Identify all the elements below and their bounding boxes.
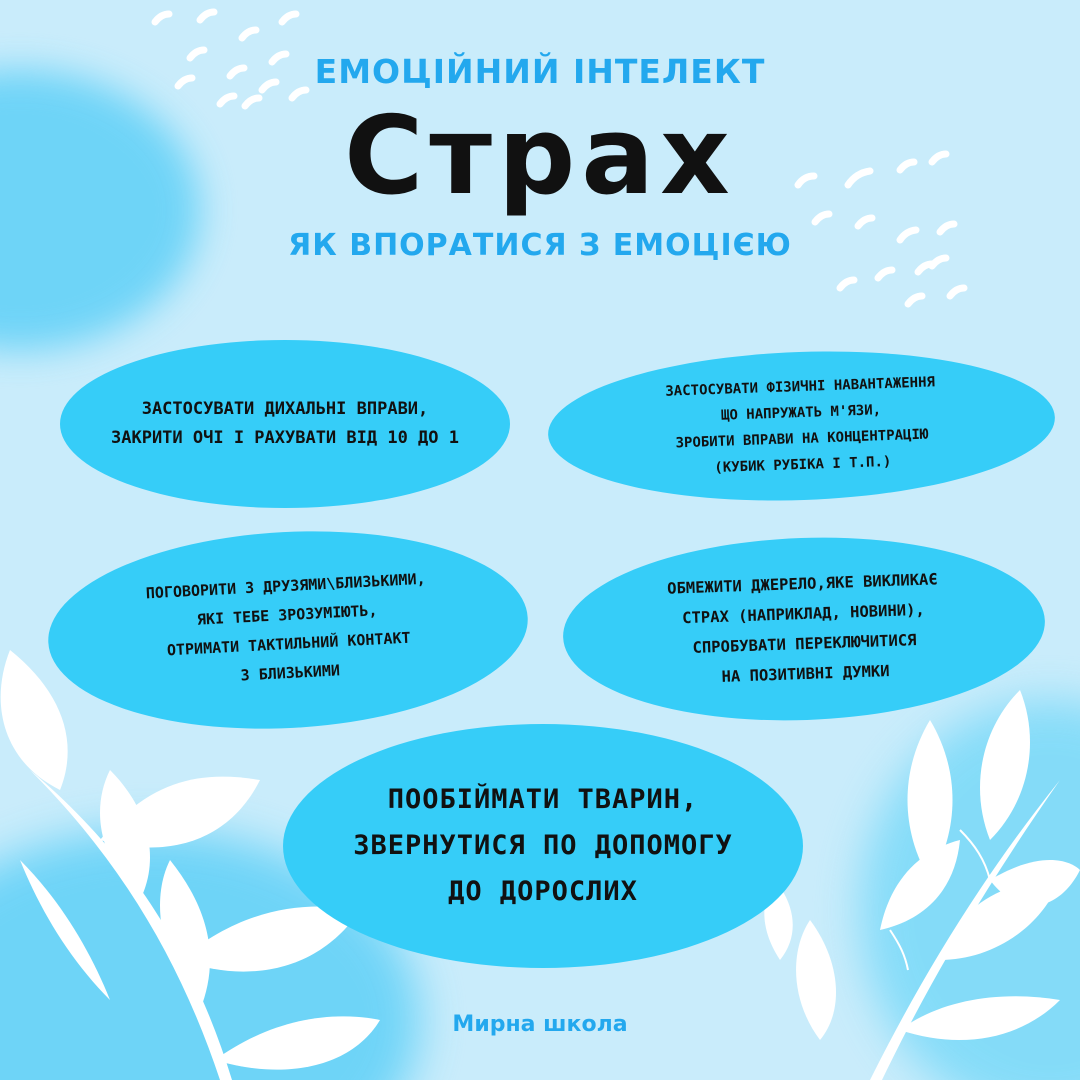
tip-line: ЩО НАПРУЖАТЬ М'ЯЗИ, [720,402,882,424]
brand-footer: Мирна школа [452,1012,628,1037]
tip-bubble-animals [283,724,803,968]
tip-line: ОТРИМАТИ ТАКТИЛЬНИЙ КОНТАКТ [166,628,411,660]
tip-line: (КУБИК РУБІКА І Т.П.) [714,453,892,477]
tip-line: ДО ДОРОСЛИХ [448,876,638,907]
tip-line: СТРАХ (НАПРИКЛАД, НОВИНИ), [681,600,926,628]
tip-line: ЯКІ ТЕБЕ ЗРОЗУМІЮТЬ, [196,601,378,629]
tip-line: ЗРОБИТИ ВПРАВИ НА КОНЦЕНТРАЦІЮ [675,426,929,452]
tip-line: ЗАКРИТИ ОЧІ І РАХУВАТИ ВІД 10 ДО 1 [111,428,459,448]
tip-line: ЗВЕРНУТИСЯ ПО ДОПОМОГУ [353,830,733,861]
tagline: ЯК ВПОРАТИСЯ З ЕМОЦІЄЮ [288,228,792,263]
tip-line: З БЛИЗЬКИМИ [240,661,341,685]
tip-line: СПРОБУВАТИ ПЕРЕКЛЮЧИТИСЯ [692,631,917,657]
tip-line: ПОГОВОРИТИ З ДРУЗЯМИ\БЛИЗЬКИМИ, [145,569,426,603]
tip-line: ОБМЕЖИТИ ДЖЕРЕЛО,ЯКЕ ВИКЛИКАЄ [666,570,938,598]
tip-line: ЗАСТОСУВАТИ ФІЗИЧНІ НАВАНТАЖЕННЯ [665,374,936,400]
tip-line: ПООБІЙМАТИ ТВАРИН, [387,784,699,815]
page-title: Страх [344,94,736,219]
subtitle: ЕМОЦІЙНИЙ ІНТЕЛЕКТ [314,52,766,91]
tip-bubble-breathing [60,340,510,508]
tip-line: НА ПОЗИТИВНІ ДУМКИ [721,662,890,686]
tip-line: ЗАСТОСУВАТИ ДИХАЛЬНІ ВПРАВИ, [141,399,429,419]
